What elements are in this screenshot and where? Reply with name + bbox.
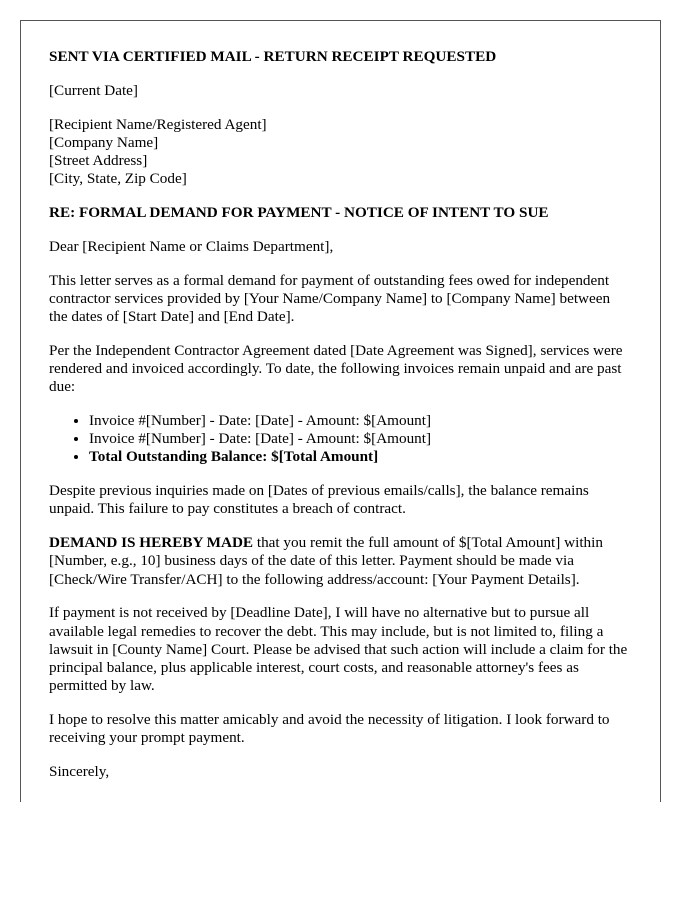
demand-body: that you remit the full amount of $[Total Amount] within [Number, e.g., 10] business days of the date of this letter. Payment should be made via [Check/Wire Transfer/ACH] to the following address/account: [Your Payment Details]. (49, 534, 603, 588)
signoff: Sincerely, (49, 763, 110, 781)
salutation: Dear [Recipient Name or Claims Department], (49, 237, 334, 255)
recipient-company: [Company Name] (49, 133, 159, 151)
demand-lead: DEMAND IS HEREBY MADE (49, 534, 254, 552)
subject-line: RE: FORMAL DEMAND FOR PAYMENT - NOTICE OF INTENT TO SUE (49, 204, 549, 221)
invoice-item-2: • Invoice #[Number] - Date: [Date] - Amount: $[Amount] (89, 430, 632, 448)
recipient-street: [Street Address] (49, 152, 148, 169)
recipient-address-block (49, 116, 632, 189)
total-outstanding-balance: • Total Outstanding Balance: $[Total Amount] (89, 448, 632, 466)
invoice-item-1: • Invoice #[Number] - Date: [Date] - Amount: $[Amount] (89, 412, 632, 430)
intro-paragraph: This letter serves as a formal demand for payment of outstanding fees owed for independent contractor services provided by [Your Name/Company Name] to [Company Name] between the dates of [Start Date] and [End Date]. (49, 271, 611, 325)
agreement-paragraph: Per the Independent Contractor Agreement dated [Date Agreement was Signed], services were rendered and invoiced accordingly. To date, the following invoices remain unpaid and are past due: (49, 341, 623, 396)
recipient-name: [Recipient Name/Registered Agent] (49, 115, 267, 133)
recipient-city-state-zip: [City, State, Zip Code] (49, 170, 187, 188)
legal-remedies-paragraph: If payment is not received by [Deadline Date], I will have no alternative but to pursue all available legal remedies to recover the debt. This may include, but is not limited to, filing a lawsuit in [County Name] Court. Please be advised that such action will include a claim for the principal balance, plus applicable interest, court costs, and reasonable attorney's fees as permitted by law. (49, 604, 628, 695)
breach-paragraph: Despite previous inquiries made on [Dates of previous emails/calls], the balance remains unpaid. This failure to pay constitutes a breach of contract. (49, 482, 589, 518)
invoice-list (49, 412, 632, 467)
letter-date: [Current Date] (49, 81, 138, 99)
mail-notice-heading: SENT VIA CERTIFIED MAIL - RETURN RECEIPT REQUESTED (49, 48, 497, 65)
demand-letter (20, 20, 661, 802)
closing-paragraph: I hope to resolve this matter amicably and avoid the necessity of litigation. I look forward to receiving your prompt payment. (49, 711, 610, 747)
demand-paragraph (49, 534, 632, 589)
